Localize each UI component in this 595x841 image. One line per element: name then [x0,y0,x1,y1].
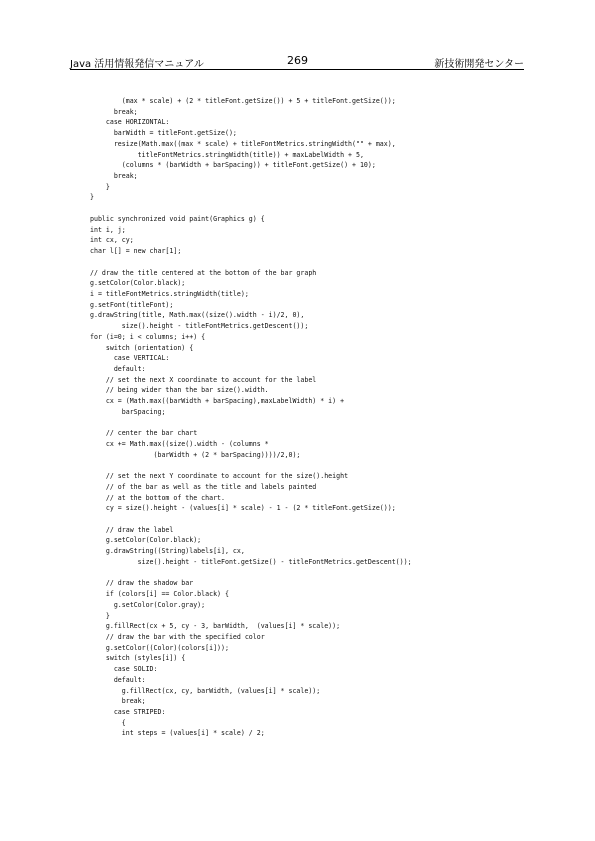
code-line: g.drawString(title, Math.max((size().width - i)/2, 0), [90,311,305,320]
code-line: resize(Math.max((max * scale) + titleFontMetrics.stringWidth("" + max), [90,139,396,148]
code-line: case SOLID: [90,665,158,674]
code-line: titleFontMetrics.stringWidth(title)) + maxLabelWidth + 5, [90,150,364,159]
code-line: size().height - titleFontMetrics.getDescent()); [90,322,309,331]
code-line: cx = (Math.max((barWidth + barSpacing),maxLabelWidth) * i) + [90,397,345,406]
header-center-name: 新技術開発センター [434,59,524,70]
code-line: (max * scale) + (2 * titleFont.getSize()) + 5 + titleFont.getSize()); [90,97,396,105]
code-line: break; [90,107,138,116]
code-line: // set the next Y coordinate to account for the size().height [90,472,349,481]
code-line: // draw the shadow bar [90,579,194,588]
code-line: cy = size().height - (values[i] * scale) - 1 - (2 * titleFont.getSize()); [90,504,396,513]
code-line: // draw the title centered at the bottom of the bar graph [90,268,317,277]
code-line: { [90,718,126,727]
header-manual-title: Java 活用情報発信マニュアル [70,59,204,70]
code-line: barWidth = titleFont.getSize(); [90,129,237,138]
code-line: switch (orientation) { [90,343,194,352]
code-line: } [90,193,94,202]
code-line: } [90,182,110,191]
code-line: barSpacing; [90,407,166,416]
code-line: // center the bar chart [90,429,198,438]
code-line: break; [90,697,146,706]
code-line: // being wider than the bar size().width. [90,386,269,395]
code-line: public synchronized void paint(Graphics g) { [90,214,265,223]
code-line: for (i=0; i < columns; i++) { [90,332,206,341]
code-line: // draw the bar with the specified color [90,632,265,641]
code-line: switch (styles[i]) { [90,654,186,663]
code-line: g.setColor(Color.black); [90,536,202,545]
code-line: default: [90,675,146,684]
code-line: // set the next X coordinate to account for the label [90,375,317,384]
code-line: g.fillRect(cx + 5, cy - 3, barWidth, (values[i] * scale)); [90,622,341,631]
code-line: cx += Math.max((size().width - (columns * [90,440,269,448]
code-line: // of the bar as well as the title and labels painted [90,482,317,491]
code-line: int i, j; [90,225,126,234]
code-line: if (colors[i] == Color.black) { [90,590,229,599]
code-listing [90,96,510,739]
code-line: g.setColor(Color.gray); [90,600,206,609]
code-line: (barWidth + (2 * barSpacing))))/2,0); [90,450,301,459]
code-line: i = titleFontMetrics.stringWidth(title); [90,289,249,298]
header-rule [70,69,524,70]
code-line [90,257,510,268]
code-line: default: [90,364,146,373]
code-line: // at the bottom of the chart. [90,493,225,502]
code-line [90,418,510,429]
code-line: g.setColor(Color.black); [90,279,186,288]
code-line: g.setFont(titleFont); [90,300,174,309]
code-line: int steps = (values[i] * scale) / 2; [90,729,265,738]
page-header [70,52,524,68]
code-line: g.setColor((Color)(colors[i])); [90,643,229,652]
code-line [90,203,510,214]
page-number: 269 [287,54,308,67]
code-line: char l[] = new char[1]; [90,247,182,256]
code-line: g.drawString((String)labels[i], cx, [90,547,245,556]
code-line: g.fillRect(cx, cy, barWidth, (values[i] * scale)); [90,686,321,695]
code-line: } [90,611,110,620]
code-line: case STRIPED: [90,707,166,716]
code-line: case VERTICAL: [90,354,170,363]
code-line [90,460,510,471]
code-line: // draw the label [90,525,174,534]
code-line [90,514,510,525]
code-line: (columns * (barWidth + barSpacing)) + titleFont.getSize() + 10); [90,161,376,170]
code-line: int cx, cy; [90,236,134,245]
code-line: size().height - titleFont.getSize() - titleFontMetrics.getDescent()); [90,557,412,566]
code-line [90,568,510,579]
code-line: case HORIZONTAL: [90,118,170,127]
code-line: break; [90,172,138,181]
